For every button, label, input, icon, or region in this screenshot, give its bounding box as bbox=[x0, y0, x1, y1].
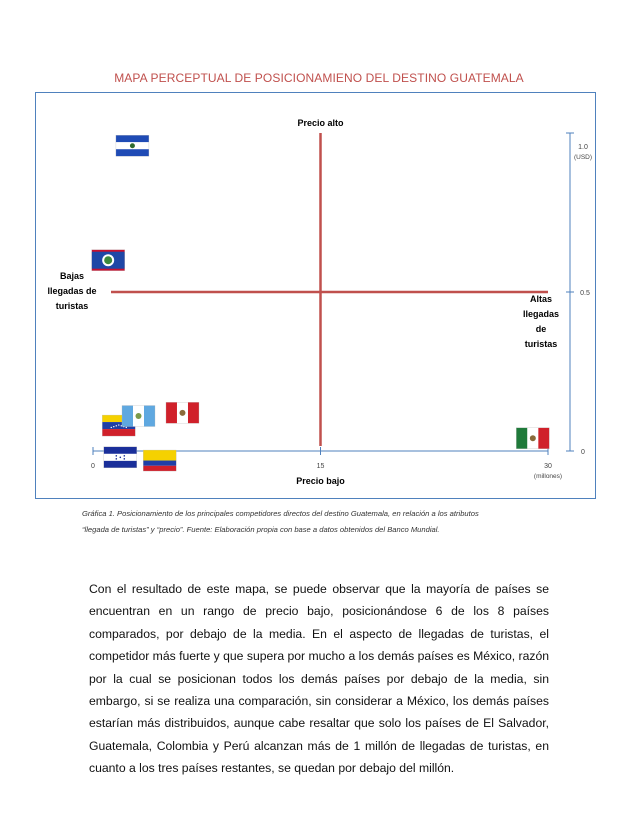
label-altas-llegadas: turistas bbox=[524, 339, 558, 349]
belize-flag-point bbox=[92, 250, 125, 271]
chart-title: MAPA PERCEPTUAL DE POSICIONAMIENO DEL DESTINO GUATEMALA bbox=[114, 71, 524, 85]
mexico-flag-point bbox=[516, 428, 549, 449]
x-tick-label: 0 bbox=[91, 463, 95, 470]
guatemala-flag-point bbox=[122, 406, 155, 427]
honduras-flag-point bbox=[104, 447, 137, 468]
y-unit-label: (USD) bbox=[573, 154, 593, 161]
label-bajas-llegadas: Bajas bbox=[59, 271, 85, 281]
x-tick-label: 15 bbox=[316, 463, 325, 470]
peru-flag-point bbox=[166, 402, 199, 423]
y-tick-label: 0 bbox=[581, 449, 585, 456]
label-bajas-llegadas: llegadas de bbox=[47, 286, 97, 296]
label-altas-llegadas: de bbox=[535, 324, 547, 334]
label-bajas-llegadas: turistas bbox=[55, 301, 89, 311]
label-precio-bajo: Precio bajo bbox=[296, 476, 345, 486]
label-altas-llegadas: llegadas bbox=[522, 309, 560, 319]
x-tick-label: 30 bbox=[544, 463, 552, 470]
label-altas-llegadas: Altas bbox=[529, 294, 553, 304]
label-precio-alto: Precio alto bbox=[297, 118, 344, 128]
x-unit-label: (millones) bbox=[533, 473, 563, 480]
y-tick-label: 0.5 bbox=[580, 290, 590, 297]
caption-line-1: Gráfica 1. Posicionamiento de los principales competidores directos del destino Guatemala, en relación a los atributos bbox=[82, 509, 479, 518]
y-tick-label: 1.0 bbox=[578, 144, 588, 151]
caption-line-2: “llegada de turistas” y “precio”. Fuente: Elaboración propia con base a datos obtenidos del Banco Mundial. bbox=[82, 525, 440, 534]
figure-caption bbox=[82, 506, 552, 538]
body-paragraph: Con el resultado de este mapa, se puede observar que la mayoría de países se encuentran en un rango de precio bajo, posicionándose 6 de los 8 países comparados, por debajo de la media. En el aspecto de llegadas de turistas, el competidor más fuerte y que supera por mucho a los demás países es México, razón por la cual se posicionan todos los demás países por debajo de la media, sin embargo, si se realiza una comparación, sin considerar a México, los demás países estarían más distribuidos, aunque cabe resaltar que solo los países de El Salvador, Guatemala, Colombia y Perú alcanzan más de 1 millón de llegadas de turistas, en cuanto a los tres países restantes, se quedan por debajo del millón. bbox=[89, 582, 549, 776]
colombia-flag-point bbox=[143, 450, 176, 471]
el-salvador-flag-point bbox=[116, 135, 149, 156]
